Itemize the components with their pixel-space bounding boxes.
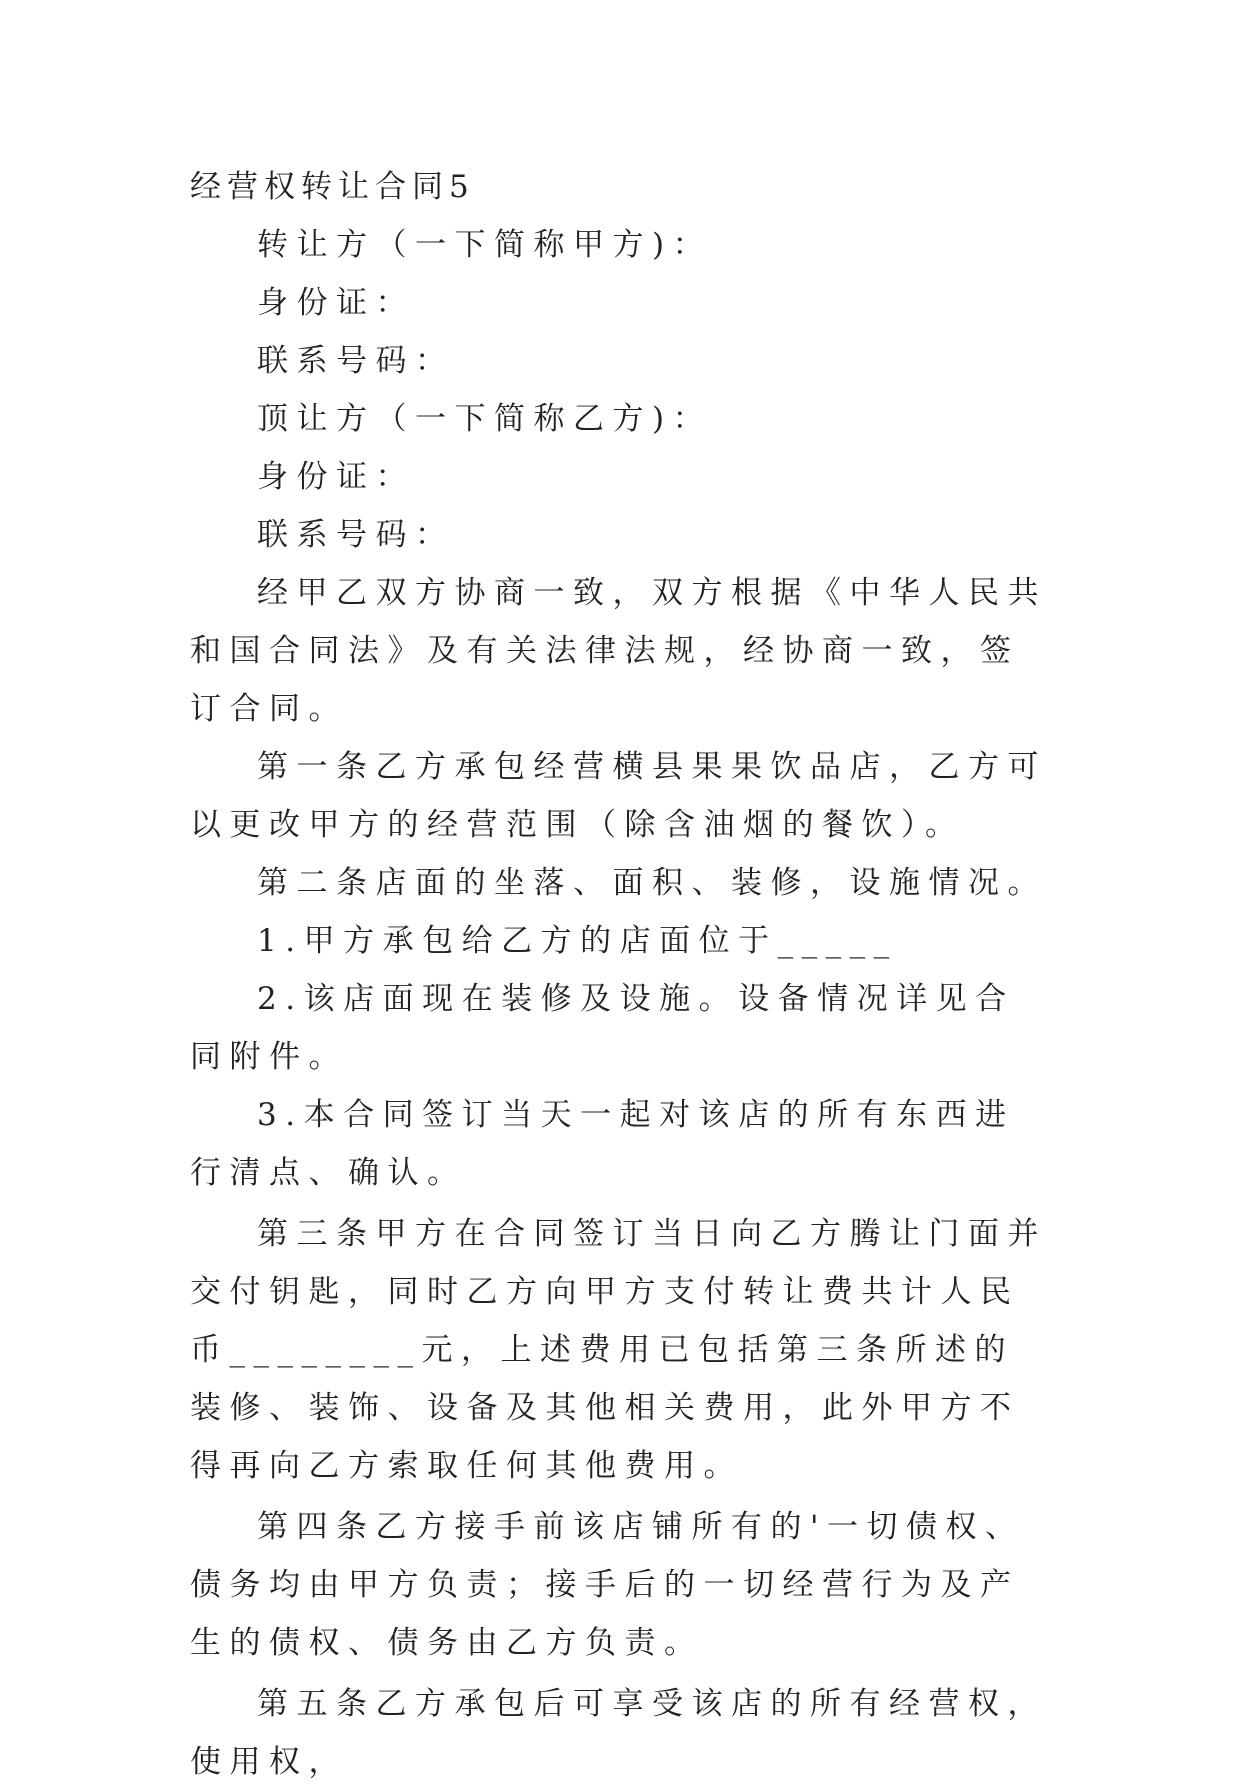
paragraph-transferee: 顶让方（一下简称乙方)：	[257, 401, 713, 437]
paragraph-transferor-phone: 联系号码：	[257, 343, 455, 379]
paragraph-transferee-id: 身份证：	[257, 459, 415, 495]
paragraph-article-5: 第五条乙方承包后可享受该店的所有经营权，使用权，	[190, 1686, 1047, 1780]
document-title: 经营权转让合同5	[190, 169, 475, 205]
document-body	[190, 158, 1052, 1791]
paragraph-transferee-phone: 联系号码：	[257, 517, 455, 553]
paragraph-article-2: 第二条店面的坐落、面积、装修，设施情况。	[257, 865, 1047, 901]
paragraph-article-2-item-2: 2.该店面现在装修及设施。设备情况详见合同附件。	[190, 981, 1015, 1075]
paragraph-preamble: 经甲乙双方协商一致，双方根据《中华人民共和国合同法》及有关法律法规，经协商一致，签订合同。	[190, 575, 1047, 727]
paragraph-article-4: 第四条乙方接手前该店铺所有的'一切债权、债务均由甲方负责；接手后的一切经营行为及产生的债权、债务由乙方负责。	[190, 1509, 1025, 1661]
paragraph-article-2-item-1: 1.甲方承包给乙方的店面位于_____	[257, 923, 898, 959]
paragraph-article-1: 第一条乙方承包经营横县果果饮品店，乙方可以更改甲方的经营范围（除含油烟的餐饮）。	[190, 749, 1047, 843]
paragraph-article-3: 第三条甲方在合同签订当日向乙方腾让门面并交付钥匙，同时乙方向甲方支付转让费共计人民币________元，上述费用已包括第三条所述的装修、装饰、设备及其他相关费用，此外甲方不得再向乙方索取任何其他费用。	[190, 1216, 1047, 1484]
paragraph-article-2-item-3: 3.本合同签订当天一起对该店的所有东西进行清点、确认。	[190, 1097, 1015, 1191]
paragraph-transferor-id: 身份证：	[257, 285, 415, 321]
paragraph-transferor: 转让方（一下简称甲方)：	[257, 227, 713, 263]
